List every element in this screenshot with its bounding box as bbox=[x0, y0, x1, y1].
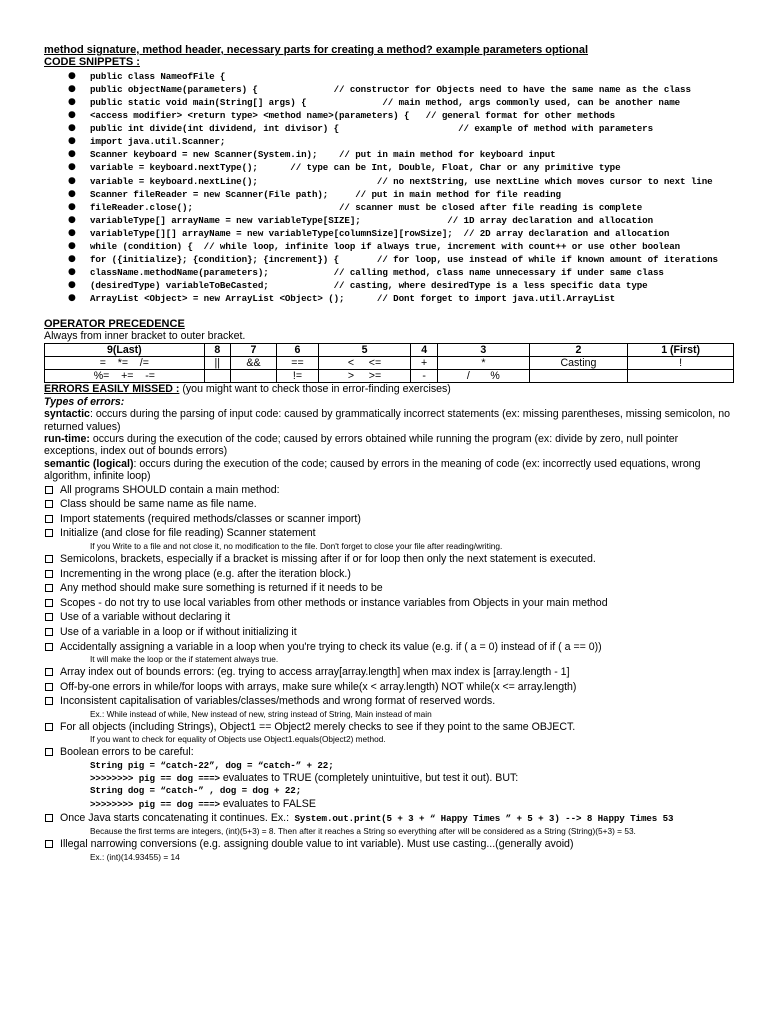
bool-result-line bbox=[44, 772, 734, 785]
checkbox-icon bbox=[45, 500, 53, 508]
code-snippet-text: variable = keyboard.nextLine(); // no nextString, use nextLine which moves cursor to next line bbox=[90, 175, 713, 187]
bool-result: evaluates to FALSE bbox=[219, 797, 316, 810]
note-concat: Because the first terms are integers, (int)(5+3) = 8. Then after it reaches a String so everything after will be considered as a String (String)(5+3) = 53. bbox=[90, 826, 636, 837]
operator-precedence-table bbox=[44, 343, 734, 383]
checkbox-icon bbox=[45, 840, 53, 848]
code-snippet-text: for ({initialize}; {condition}; {increment}) { // for loop, use instead of while if known amount of iterations bbox=[90, 254, 718, 266]
note-scanner: If you Write to a file and not close it, no modification to the file. Don't forget to close your file after reading/writing. bbox=[90, 540, 503, 551]
table-header-cell: 5 bbox=[318, 344, 410, 357]
code-snippet-text: while (condition) { // while loop, infinite loop if always true, increment with count++ or use other boolean bbox=[90, 241, 681, 253]
checklist-item bbox=[44, 680, 734, 695]
checklist-item bbox=[44, 640, 734, 655]
checklist-text: Boolean errors to be careful: bbox=[60, 746, 194, 759]
table-cell: Casting bbox=[529, 357, 628, 370]
code-snippet-text: public static void main(String[] args) { // main method, args commonly used, can be another name bbox=[90, 97, 681, 108]
checkbox-icon bbox=[45, 748, 53, 756]
checklist-text: Off-by-one errors in while/for loops with arrays, make sure while(x < array.length) NOT while(x <= array.length) bbox=[60, 680, 577, 693]
code-snippet-item bbox=[44, 214, 734, 227]
checklist-item bbox=[44, 610, 734, 625]
code-snippet-text: import java.util.Scanner; bbox=[90, 136, 226, 148]
code-snippet-text: public int divide(int dividend, int divisor) { // example of method with parameters bbox=[90, 123, 653, 135]
checklist-text: Class should be same name as file name. bbox=[60, 498, 257, 511]
checklist-text: Scopes - do not try to use local variables from other methods or instance variables from Objects in your main method bbox=[60, 596, 608, 609]
bullet-icon: ● bbox=[68, 136, 76, 147]
bullet-icon: ● bbox=[68, 254, 76, 265]
types-of-errors-heading: Types of errors: bbox=[44, 395, 125, 408]
bullet-icon: ● bbox=[68, 83, 76, 94]
code-snippet-text: variableType[] arrayName = new variableType[SIZE]; // 1D array declaration and allocation bbox=[90, 214, 653, 226]
checklist-text: Accidentally assigning a variable in a loop when you're trying to check its value (e.g. if ( a = 0) instead of if ( a == 0)) bbox=[60, 640, 602, 653]
code-snippet-item bbox=[44, 201, 734, 214]
code-snippet-text: public class NameofFile { bbox=[90, 70, 226, 82]
checklist-text: Once Java starts concatenating it continues. Ex.: bbox=[60, 811, 290, 824]
code-snippets-heading: CODE SNIPPETS : bbox=[44, 56, 140, 69]
note-equals: If you want to check for equality of Objects use Object1.equals(Object2) method. bbox=[90, 734, 386, 745]
table-cell bbox=[529, 370, 628, 383]
concat-code: System.out.print(5 + 3 + “ Happy Times ” + 5 + 3) --> 8 Happy Times 53 bbox=[289, 812, 674, 824]
table-cell bbox=[230, 370, 276, 383]
syntactic-text: : occurs during the parsing of input code: caused by grammatically incorrect statements (ex: missing parentheses, missing semicolon, no returned values) bbox=[44, 408, 730, 433]
code-snippet-text: variable = keyboard.nextType(); // type can be Int, Double, Float, Char or any primitive type bbox=[90, 162, 621, 174]
syntactic-label: syntactic bbox=[44, 408, 90, 421]
checklist-item bbox=[44, 811, 734, 827]
page-title: method signature, method header, necessary parts for creating a method? example parameters optional bbox=[44, 44, 589, 56]
table-header-cell: 9(Last) bbox=[45, 344, 205, 357]
bool-code: >>>>>>>> pig == dog ===> bbox=[90, 798, 220, 810]
code-snippet-text: <access modifier> <return type> <method name>(parameters) { // general format for other methods bbox=[90, 110, 616, 122]
table-cell: || bbox=[204, 357, 230, 370]
bullet-icon: ● bbox=[68, 97, 76, 107]
code-snippets-list bbox=[44, 70, 734, 306]
table-cell: / % bbox=[438, 370, 530, 383]
errors-heading-line bbox=[44, 383, 734, 395]
table-cell bbox=[628, 370, 734, 383]
code-snippet-item bbox=[44, 109, 734, 122]
bool-code-line: String dog = “catch-” , dog = dog + 22; bbox=[90, 785, 302, 797]
table-cell: %= += -= bbox=[45, 370, 205, 383]
code-snippet-item bbox=[44, 175, 734, 188]
checkbox-icon bbox=[45, 515, 53, 523]
bullet-icon: ● bbox=[68, 267, 76, 278]
bullet-icon: ● bbox=[68, 227, 76, 238]
checklist-text: Incrementing in the wrong place (e.g. after the iteration block.) bbox=[60, 567, 351, 580]
checklist-item bbox=[44, 596, 734, 611]
checklist-item bbox=[44, 552, 734, 567]
checkbox-icon bbox=[45, 555, 53, 563]
code-snippet-item bbox=[44, 240, 734, 253]
code-snippet-text: className.methodName(parameters); // calling method, class name unnecessary if under same class bbox=[90, 267, 664, 279]
checklist-item bbox=[44, 567, 734, 582]
semantic-text: : occurs during the execution of the code; caused by errors in the meaning of code (ex: incorrectly used equations, wrong algorithm, infinite loop) bbox=[44, 457, 701, 483]
checklist-text: For all objects (including Strings), Object1 == Object2 merely checks to see if they point to the same OBJECT. bbox=[60, 720, 576, 733]
checkbox-icon bbox=[45, 697, 53, 705]
checklist-item bbox=[44, 581, 734, 596]
code-snippet-item bbox=[44, 279, 734, 292]
semantic-label: semantic (logical) bbox=[44, 457, 134, 470]
table-cell: > >= bbox=[318, 370, 410, 383]
checkbox-icon bbox=[45, 570, 53, 578]
checklist-item bbox=[44, 694, 734, 709]
checklist-text: Import statements (required methods/classes or scanner import) bbox=[60, 512, 361, 525]
checklist-item bbox=[44, 483, 734, 498]
table-cell: ! bbox=[628, 357, 734, 370]
note-assign: It will make the loop or the if statement always true. bbox=[90, 654, 279, 665]
note-narrowing: Ex.: (int)(14.93455) = 14 bbox=[90, 852, 180, 863]
table-cell: == bbox=[277, 357, 319, 370]
table-cell: = *= /= bbox=[45, 357, 205, 370]
bool-code: >>>>>>>> pig == dog ===> bbox=[90, 773, 220, 785]
checklist-text: Initialize (and close for file reading) Scanner statement bbox=[60, 527, 316, 540]
checklist-text: Illegal narrowing conversions (e.g. assigning double value to int variable). Must use casting...(generally avoid) bbox=[60, 838, 574, 851]
code-snippet-item bbox=[44, 227, 734, 240]
code-snippet-item bbox=[44, 253, 734, 266]
bool-code-line: String pig = “catch-22”, dog = “catch-” + 22; bbox=[90, 760, 334, 772]
code-snippet-item bbox=[44, 70, 734, 83]
table-header-row bbox=[45, 344, 734, 357]
code-snippet-text: public objectName(parameters) { // constructor for Objects need to have the same name as the class bbox=[90, 83, 691, 95]
code-snippet-text: variableType[][] arrayName = new variableType[columnSize][rowSize]; // 2D array declaration and allocation bbox=[90, 227, 670, 239]
code-snippet-text: ArrayList <Object> = new ArrayList <Object> (); // Dont forget to import java.util.ArrayList bbox=[90, 293, 616, 305]
code-snippet-item bbox=[44, 148, 734, 161]
checklist-item bbox=[44, 837, 734, 852]
checkbox-icon bbox=[45, 584, 53, 592]
code-snippet-item bbox=[44, 122, 734, 135]
checkbox-icon bbox=[45, 599, 53, 607]
table-cell: * bbox=[438, 357, 530, 370]
bullet-icon: ● bbox=[68, 149, 76, 160]
checklist-text: Use of a variable in a loop or if without initializing it bbox=[60, 625, 297, 638]
checklist-text: Use of a variable without declaring it bbox=[60, 611, 231, 624]
note-capitalisation: Ex.: While instead of while, New instead of new, string instead of String, Main instead of main bbox=[90, 708, 432, 719]
table-header-cell: 8 bbox=[204, 344, 230, 357]
checklist-item bbox=[44, 665, 734, 680]
table-row bbox=[45, 370, 734, 383]
table-header-cell: 4 bbox=[411, 344, 438, 357]
bool-result-line bbox=[44, 798, 734, 811]
bullet-icon: ● bbox=[68, 70, 76, 81]
document-page bbox=[44, 44, 734, 863]
code-snippet-item bbox=[44, 96, 734, 109]
operator-precedence-heading: OPERATOR PRECEDENCE bbox=[44, 317, 185, 330]
bullet-icon: ● bbox=[68, 188, 76, 199]
code-snippet-text: (desiredType) variableToBeCasted; // casting, where desiredType is a less specific data type bbox=[90, 280, 648, 292]
checklist-text: Inconsistent capitalisation of variables/classes/methods and wrong format of reserved words. bbox=[60, 695, 496, 708]
checklist-item bbox=[44, 720, 734, 735]
syntactic-definition bbox=[44, 408, 734, 433]
checkbox-icon bbox=[45, 486, 53, 494]
checklist-text: Array index out of bounds errors: (eg. trying to access array[array.length] when max index is [array.length - 1] bbox=[60, 666, 570, 679]
table-cell: + bbox=[411, 357, 438, 370]
table-header-cell: 3 bbox=[438, 344, 530, 357]
semantic-definition bbox=[44, 458, 734, 483]
runtime-label: run-time: bbox=[44, 432, 90, 445]
table-header-cell: 2 bbox=[529, 344, 628, 357]
code-snippet-item bbox=[44, 188, 734, 201]
checkbox-icon bbox=[45, 613, 53, 621]
checkbox-icon bbox=[45, 643, 53, 651]
table-cell: < <= bbox=[318, 357, 410, 370]
checklist-item bbox=[44, 512, 734, 527]
code-snippet-item bbox=[44, 292, 734, 305]
bullet-icon: ● bbox=[68, 214, 76, 225]
bool-result: evaluates to TRUE (completely unintuitive, but test it out). BUT: bbox=[219, 772, 519, 785]
checklist-item bbox=[44, 526, 734, 541]
table-header-cell: 1 (First) bbox=[628, 344, 734, 357]
checkbox-icon bbox=[45, 683, 53, 691]
runtime-definition bbox=[44, 433, 734, 458]
errors-heading-note: (you might want to check those in error-finding exercises) bbox=[179, 383, 451, 396]
checkbox-icon bbox=[45, 814, 53, 822]
code-snippet-item bbox=[44, 266, 734, 279]
bullet-icon: ● bbox=[68, 201, 76, 212]
table-header-cell: 7 bbox=[230, 344, 276, 357]
checklist-text: Any method should make sure something is returned if it needs to be bbox=[60, 582, 383, 595]
table-cell: != bbox=[277, 370, 319, 383]
code-snippet-item bbox=[44, 161, 734, 174]
errors-heading: ERRORS EASILY MISSED : bbox=[44, 383, 180, 396]
checklist-item bbox=[44, 497, 734, 512]
checkbox-icon bbox=[45, 628, 53, 636]
checklist-text: Semicolons, brackets, especially if a bracket is missing after if or for loop then only the next statement is executed. bbox=[60, 552, 596, 565]
code-snippet-item bbox=[44, 83, 734, 96]
code-snippet-item bbox=[44, 135, 734, 148]
table-cell: - bbox=[411, 370, 438, 383]
code-snippet-text: Scanner fileReader = new Scanner(File path); // put in main method for file reading bbox=[90, 188, 561, 200]
checkbox-icon bbox=[45, 723, 53, 731]
table-cell: && bbox=[230, 357, 276, 370]
bullet-icon: ● bbox=[68, 293, 76, 304]
bullet-icon: ● bbox=[68, 110, 76, 121]
checkbox-icon bbox=[45, 668, 53, 676]
bullet-icon: ● bbox=[68, 175, 76, 186]
checkbox-icon bbox=[45, 529, 53, 537]
bullet-icon: ● bbox=[68, 241, 76, 252]
table-cell bbox=[204, 370, 230, 383]
table-row bbox=[45, 357, 734, 370]
code-snippet-text: Scanner keyboard = new Scanner(System.in); // put in main method for keyboard input bbox=[90, 149, 556, 161]
checklist-item bbox=[44, 745, 734, 760]
bullet-icon: ● bbox=[68, 162, 76, 173]
code-snippet-text: fileReader.close(); // scanner must be closed after file reading is complete bbox=[90, 201, 643, 213]
checklist-item bbox=[44, 625, 734, 640]
table-header-cell: 6 bbox=[277, 344, 319, 357]
bullet-icon: ● bbox=[68, 280, 76, 291]
checklist-text: All programs SHOULD contain a main method: bbox=[60, 483, 280, 496]
bullet-icon: ● bbox=[68, 123, 76, 134]
operator-precedence-subtitle: Always from inner bracket to outer bracket. bbox=[44, 329, 246, 342]
runtime-text: occurs during the execution of the code; caused by errors obtained while running the program (ex: divide by zero, null pointer exceptions, index out of bounds errors) bbox=[44, 432, 679, 458]
